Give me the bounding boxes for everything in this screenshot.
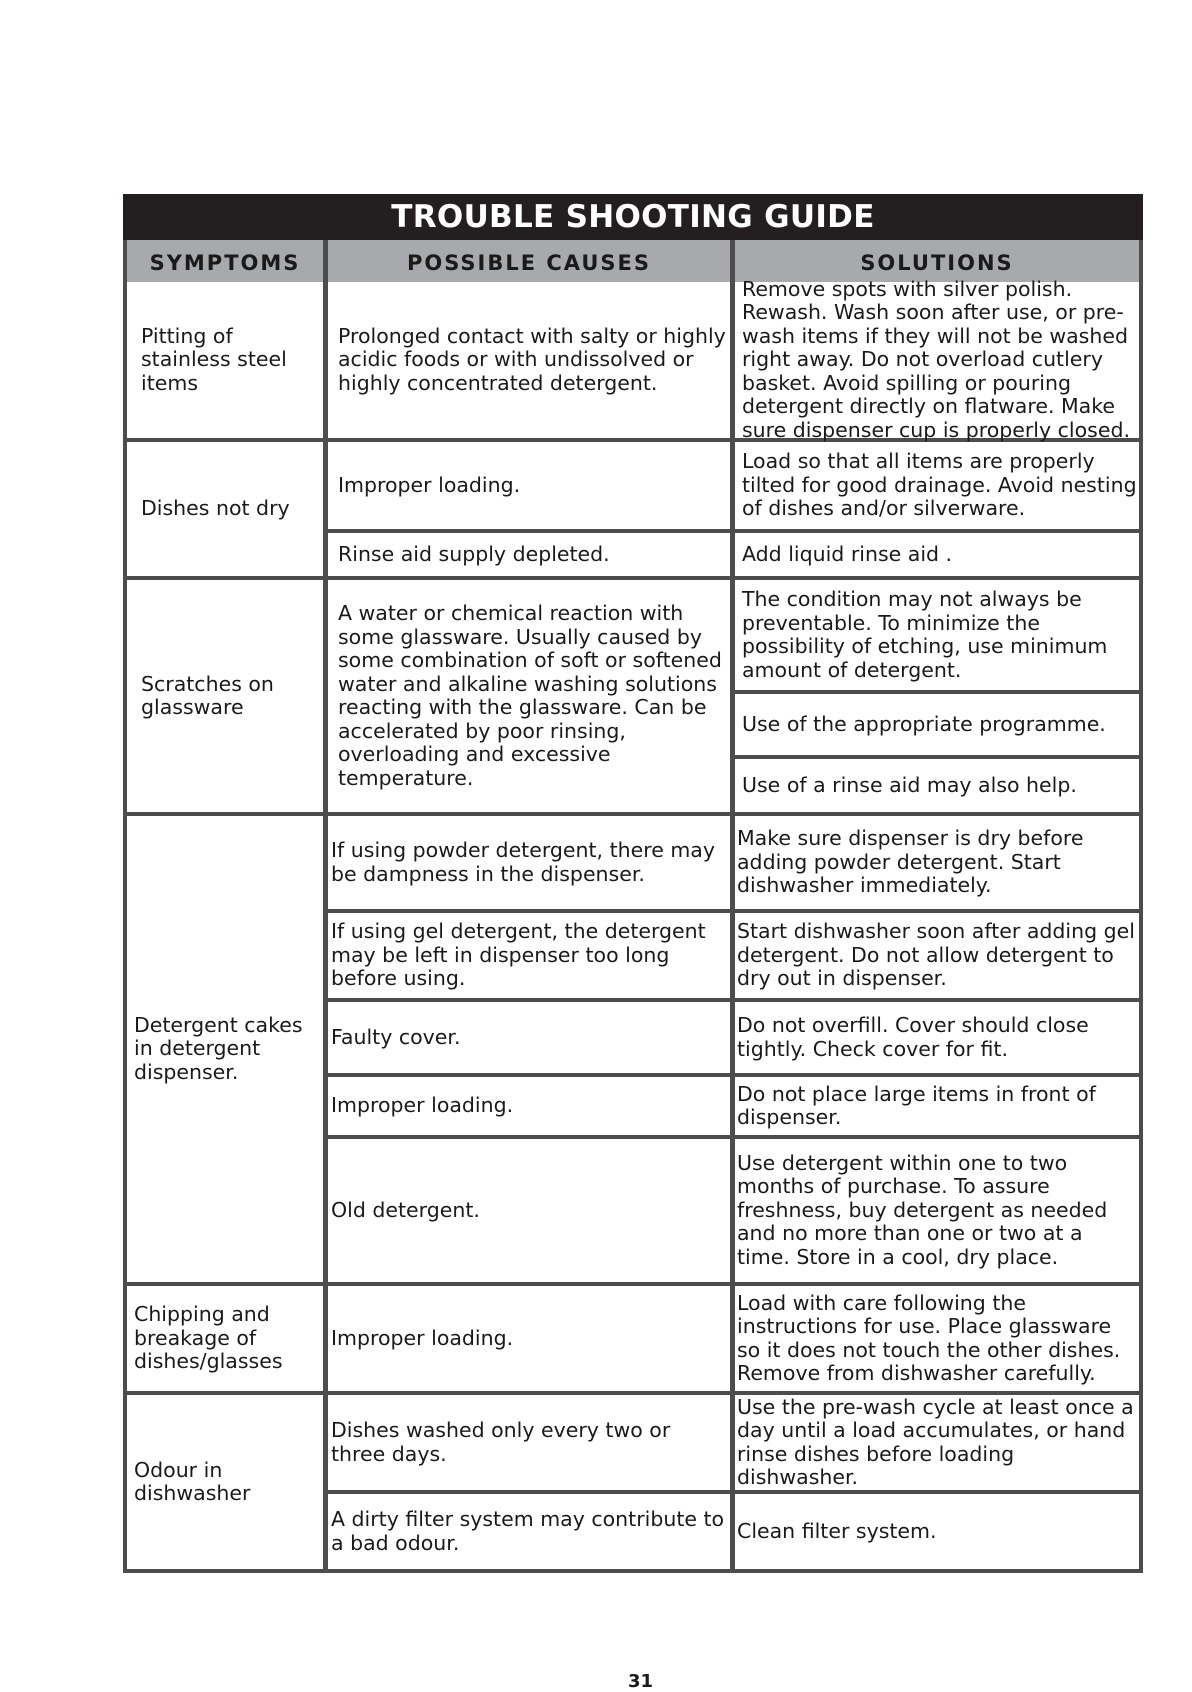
solution-cell: Load with care following the instructions for use. Place glassware so it does not touch the other dishes. Remove from dishwasher carefully. (737, 1290, 1121, 1385)
solution-cell: Use of a rinse aid may also help. (742, 772, 1077, 797)
solution-cell: Load so that all items are properly tilted for good drainage. Avoid nesting of dishes and/or silverware. (742, 449, 1137, 521)
header-symptoms: SYMPTOMS (149, 251, 301, 275)
solution-cell: Do not place large items in front of dispenser. (737, 1081, 1096, 1129)
symptom-cell: Detergent cakes in detergent dispenser. (134, 1012, 303, 1084)
cause-cell: Old detergent. (331, 1197, 480, 1222)
cause-cell: Rinse aid supply depleted. (338, 541, 610, 566)
solution-cell: Use detergent within one to two months of purchase. To assure freshness, buy detergent as needed and no more than one or two at a time. Store in a cool, dry place. (737, 1150, 1108, 1269)
solution-cell: Add liquid rinse aid . (742, 541, 953, 566)
troubleshooting-guide (123, 194, 1143, 1555)
header-causes: POSSIBLE CAUSES (406, 251, 652, 275)
solution-cell: Start dishwasher soon after adding gel detergent. Do not allow detergent to dry out in dispenser. (737, 919, 1135, 991)
cause-cell: Prolonged contact with salty or highly acidic foods or with undissolved or highly concentrated detergent. (338, 323, 726, 395)
solution-cell: Make sure dispenser is dry before adding powder detergent. Start dishwasher immediately. (737, 826, 1084, 898)
cause-cell: If using powder detergent, there may be dampness in the dispenser. (331, 838, 716, 886)
solution-cell: Do not overfill. Cover should close tightly. Check cover for fit. (737, 1013, 1089, 1061)
solution-cell: Use the pre-wash cycle at least once a day until a load accumulates, or hand rinse dishes before loading dishwasher. (737, 1394, 1134, 1489)
cause-cell: Improper loading. (338, 472, 521, 497)
symptom-cell: Odour in dishwasher (134, 1457, 251, 1505)
rule-bottom (123, 1569, 1143, 1573)
cause-cell: Improper loading. (331, 1093, 514, 1118)
cause-cell: If using gel detergent, the detergent may be left in dispenser too long before using. (331, 919, 706, 991)
symptom-cell: Dishes not dry (141, 496, 290, 521)
cause-cell: A water or chemical reaction with some glassware. Usually caused by some combination of soft or softened water and alkaline washing solutions reacting with the glassware. Can be accelerated by poor rinsing, overloading and excessive temperature. (338, 601, 722, 790)
solution-cell: Clean filter system. (737, 1518, 937, 1543)
solution-cell: Use of the appropriate programme. (742, 711, 1106, 736)
symptom-cell: Chipping and breakage of dishes/glasses (134, 1302, 283, 1374)
cause-cell: A dirty filter system may contribute to a bad odour. (331, 1507, 725, 1555)
solution-cell: The condition may not always be preventable. To minimize the possibility of etching, use minimum amount of detergent. (742, 587, 1108, 682)
page-number: 31 (628, 1671, 654, 1692)
guide-title: TROUBLE SHOOTING GUIDE (123, 194, 1143, 240)
cause-cell: Faulty cover. (331, 1024, 461, 1049)
troubleshooting-table (123, 240, 1143, 1573)
symptom-cell: Scratches on glassware (141, 671, 274, 719)
header-solutions: SOLUTIONS (860, 251, 1014, 275)
symptom-cell: Pitting of stainless steel items (141, 323, 287, 395)
solution-cell: Remove spots with silver polish. Rewash. Wash soon after use, or pre-wash items if they will not be washed right away. Do not overload cutlery basket. Avoid spilling or pouring detergent directly on flatware. Make sure dispenser cup is properly closed. (742, 276, 1130, 442)
cause-cell: Improper loading. (331, 1325, 514, 1350)
cause-cell: Dishes washed only every two or three days. (331, 1418, 671, 1466)
